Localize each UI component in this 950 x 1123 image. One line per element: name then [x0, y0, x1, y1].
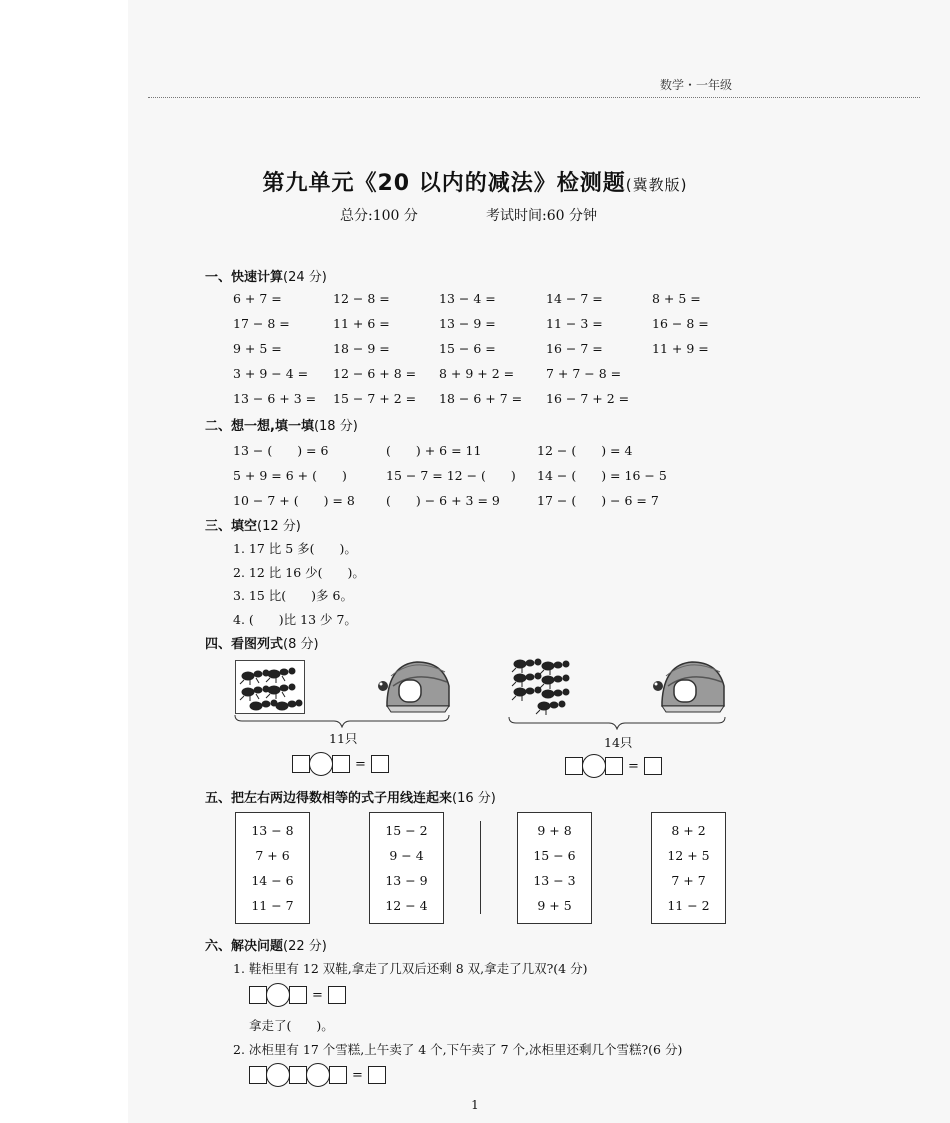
match-expression[interactable]: 15 − 6: [533, 848, 576, 863]
equals-sign: =: [352, 1067, 363, 1083]
header-dotted-rule: [148, 97, 920, 98]
match-expression[interactable]: 12 + 5: [667, 848, 710, 863]
match-expression[interactable]: 11 − 7: [251, 898, 294, 913]
calc-item: 12 − 6 + 8 =: [333, 366, 417, 381]
equals-sign: =: [355, 756, 366, 772]
left-total-label: 11只: [329, 731, 358, 746]
ant-icon: [236, 662, 306, 714]
calc-item: 6 + 7 =: [233, 291, 282, 306]
section-5-heading: [205, 787, 496, 806]
calc-item: 8 + 9 + 2 =: [439, 366, 515, 381]
match-expression[interactable]: 7 + 6: [255, 848, 290, 863]
calc-item: 18 − 6 + 7 =: [439, 391, 523, 406]
equals-sign: =: [312, 987, 323, 1003]
match-expression[interactable]: 15 − 2: [385, 823, 428, 838]
fill-item: 12 − ( ) = 4: [537, 443, 633, 458]
answer-box[interactable]: [368, 1066, 386, 1084]
total-score: 总分:100 分: [340, 208, 418, 224]
section-4-points: (8 分): [283, 637, 319, 652]
calc-item: 16 − 7 + 2 =: [546, 391, 630, 406]
match-expression[interactable]: 13 − 8: [251, 823, 294, 838]
title-edition: (冀教版): [625, 176, 688, 194]
match-box-3: [517, 812, 592, 924]
match-expression[interactable]: 13 − 3: [533, 873, 576, 888]
operator-circle[interactable]: [306, 1063, 330, 1087]
answer-box[interactable]: [565, 757, 583, 775]
calc-item: 15 − 7 + 2 =: [333, 391, 417, 406]
calc-item: 11 + 6 =: [333, 316, 390, 331]
match-expression[interactable]: 13 − 9: [385, 873, 428, 888]
section-2-title: 二、想一想,填一填: [205, 419, 314, 434]
equals-sign: =: [628, 758, 639, 774]
calc-item: 12 − 8 =: [333, 291, 390, 306]
calc-item: 7 + 7 − 8 =: [546, 366, 622, 381]
match-box-4: [651, 812, 726, 924]
word-problem-2: 2. 冰柜里有 17 个雪糕,上午卖了 4 个,下午卖了 7 个,冰柜里还剩几个雪糕?(6 分): [233, 1042, 683, 1057]
fill-item: ( ) + 6 = 11: [386, 443, 482, 458]
fill-item: 17 − ( ) − 6 = 7: [537, 493, 659, 508]
match-box-1: [235, 812, 310, 924]
operator-circle[interactable]: [266, 1063, 290, 1087]
page-number: 1: [471, 1098, 479, 1112]
match-expression[interactable]: 14 − 6: [251, 873, 294, 888]
operator-circle[interactable]: [309, 752, 333, 776]
answer-box[interactable]: [292, 755, 310, 773]
fill-blank-question: 4. ( )比 13 少 7。: [233, 612, 357, 627]
calc-item: 15 − 6 =: [439, 341, 496, 356]
mouse-hole-icon: [650, 656, 726, 716]
calc-item: 11 − 3 =: [546, 316, 603, 331]
right-total-label: 14只: [604, 735, 633, 750]
calc-item: 11 + 9 =: [652, 341, 709, 356]
answer-box[interactable]: [644, 757, 662, 775]
section-6-heading: [205, 935, 327, 954]
fill-blank-question: 3. 15 比( )多 6。: [233, 588, 353, 603]
match-expression[interactable]: 9 − 4: [389, 848, 424, 863]
calc-item: 13 − 4 =: [439, 291, 496, 306]
problem-2-equation: [249, 1063, 386, 1087]
calc-item: 18 − 9 =: [333, 341, 390, 356]
section-3-heading: [205, 515, 301, 534]
answer-box[interactable]: [329, 1066, 347, 1084]
fill-blank-question: 1. 17 比 5 多( )。: [233, 541, 357, 556]
answer-box[interactable]: [249, 1066, 267, 1084]
match-expression[interactable]: 9 + 8: [537, 823, 572, 838]
section-1-title: 一、快速计算: [205, 270, 284, 285]
section-1-points: (24 分): [283, 270, 327, 285]
bracket-line: [508, 716, 726, 730]
section-5-points: (16 分): [452, 791, 496, 806]
fill-blank-question: 2. 12 比 16 少( )。: [233, 565, 365, 580]
section-2-points: (18 分): [313, 419, 358, 434]
calc-item: 16 − 7 =: [546, 341, 603, 356]
fill-item: ( ) − 6 + 3 = 9: [386, 493, 500, 508]
operator-circle[interactable]: [266, 983, 290, 1007]
match-expression[interactable]: 8 + 2: [671, 823, 706, 838]
header-subject-grade: 数学・一年级: [660, 78, 733, 92]
match-expression[interactable]: 12 − 4: [385, 898, 428, 913]
fill-item: 10 − 7 + ( ) = 8: [233, 493, 355, 508]
match-expression[interactable]: 7 + 7: [671, 873, 706, 888]
calc-item: 3 + 9 − 4 =: [233, 366, 309, 381]
left-equation-template: [292, 752, 389, 776]
exam-time: 考试时间:60 分钟: [486, 208, 597, 224]
section-5-title: 五、把左右两边得数相等的式子用线连起来: [205, 791, 453, 806]
section-6-title: 六、解决问题: [205, 939, 284, 954]
calc-item: 13 − 9 =: [439, 316, 496, 331]
title-main: 第九单元《20 以内的减法》检测题: [262, 171, 626, 196]
bracket-line: [234, 714, 450, 728]
calc-item: 13 − 6 + 3 =: [233, 391, 317, 406]
section-2-heading: [205, 415, 358, 434]
calc-item: 9 + 5 =: [233, 341, 282, 356]
answer-box[interactable]: [289, 986, 307, 1004]
fill-item: 5 + 9 = 6 + ( ): [233, 468, 347, 483]
answer-box[interactable]: [371, 755, 389, 773]
section-1-heading: [205, 266, 327, 285]
problem-1-answer: 拿走了( )。: [249, 1018, 334, 1033]
ant-icon: [508, 656, 580, 716]
calc-item: 17 − 8 =: [233, 316, 290, 331]
word-problem-1: 1. 鞋柜里有 12 双鞋,拿走了几双后还剩 8 双,拿走了几双?(4 分): [233, 961, 588, 976]
right-equation-template: [565, 754, 662, 778]
match-expression[interactable]: 11 − 2: [667, 898, 710, 913]
fill-item: 14 − ( ) = 16 − 5: [537, 468, 667, 483]
calc-item: 8 + 5 =: [652, 291, 701, 306]
operator-circle[interactable]: [582, 754, 606, 778]
section-3-title: 三、填空: [205, 519, 258, 534]
match-expression[interactable]: 9 + 5: [537, 898, 572, 913]
answer-box[interactable]: [249, 986, 267, 1004]
answer-box[interactable]: [605, 757, 623, 775]
fill-item: 15 − 7 = 12 − ( ): [386, 468, 516, 483]
calc-item: 14 − 7 =: [546, 291, 603, 306]
section-3-points: (12 分): [257, 519, 301, 534]
answer-box[interactable]: [289, 1066, 307, 1084]
match-box-2: [369, 812, 444, 924]
mouse-hole-icon: [375, 656, 451, 716]
section-4-title: 四、看图列式: [205, 637, 284, 652]
fill-item: 13 − ( ) = 6: [233, 443, 329, 458]
problem-1-equation: [249, 983, 346, 1007]
section-4-heading: [205, 633, 319, 652]
page-title: [0, 166, 950, 197]
section-6-points: (22 分): [283, 939, 327, 954]
divider-line: [480, 821, 481, 914]
answer-box[interactable]: [328, 986, 346, 1004]
calc-item: 16 − 8 =: [652, 316, 709, 331]
answer-box[interactable]: [332, 755, 350, 773]
